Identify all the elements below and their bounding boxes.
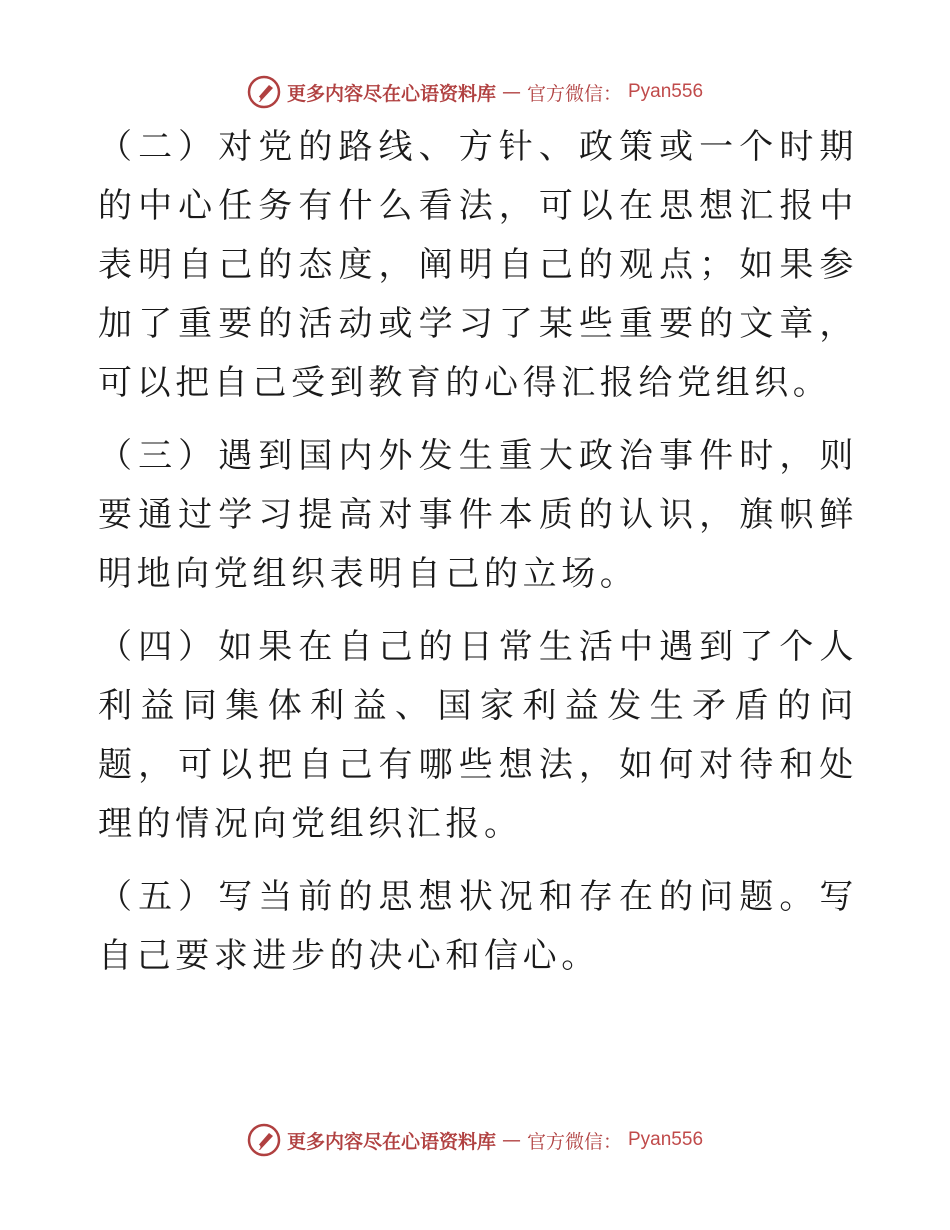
- header-watermark: [0, 72, 950, 112]
- watermark-separator: —: [501, 81, 521, 103]
- watermark-wechat-id: Pyan556: [628, 1129, 704, 1150]
- footer-watermark: [0, 1120, 950, 1160]
- watermark-site-text: 更多内容尽在心语资料库: [286, 1130, 496, 1153]
- watermark-wechat-id: Pyan556: [628, 81, 704, 102]
- pen-logo-icon: [247, 75, 281, 109]
- paragraph-5: （五）写当前的思想状况和存在的问题。写自己要求进步的决心和信心。: [98, 877, 858, 976]
- paragraph-4: （四）如果在自己的日常生活中遇到了个人利益同集体利益、国家利益发生矛盾的问题，可以把自己有哪些想法，如何对待和处理的情况向党组织汇报。: [98, 627, 858, 844]
- document-body: [98, 118, 858, 1000]
- watermark-site-text: 更多内容尽在心语资料库: [286, 82, 496, 105]
- paragraph-2: （二）对党的路线、方针、政策或一个时期的中心任务有什么看法，可以在思想汇报中表明自己的态度，阐明自己的观点；如果参加了重要的活动或学习了某些重要的文章，可以把自己受到教育的心得汇报给党组织。: [98, 127, 858, 403]
- watermark-wechat-label: 官方微信：: [526, 1130, 622, 1153]
- pen-logo-icon: [247, 1123, 281, 1157]
- watermark-separator: —: [501, 1129, 521, 1151]
- paragraph-3: （三）遇到国内外发生重大政治事件时，则要通过学习提高对事件本质的认识，旗帜鲜明地向党组织表明自己的立场。: [98, 436, 858, 594]
- watermark-wechat-label: 官方微信：: [526, 82, 622, 105]
